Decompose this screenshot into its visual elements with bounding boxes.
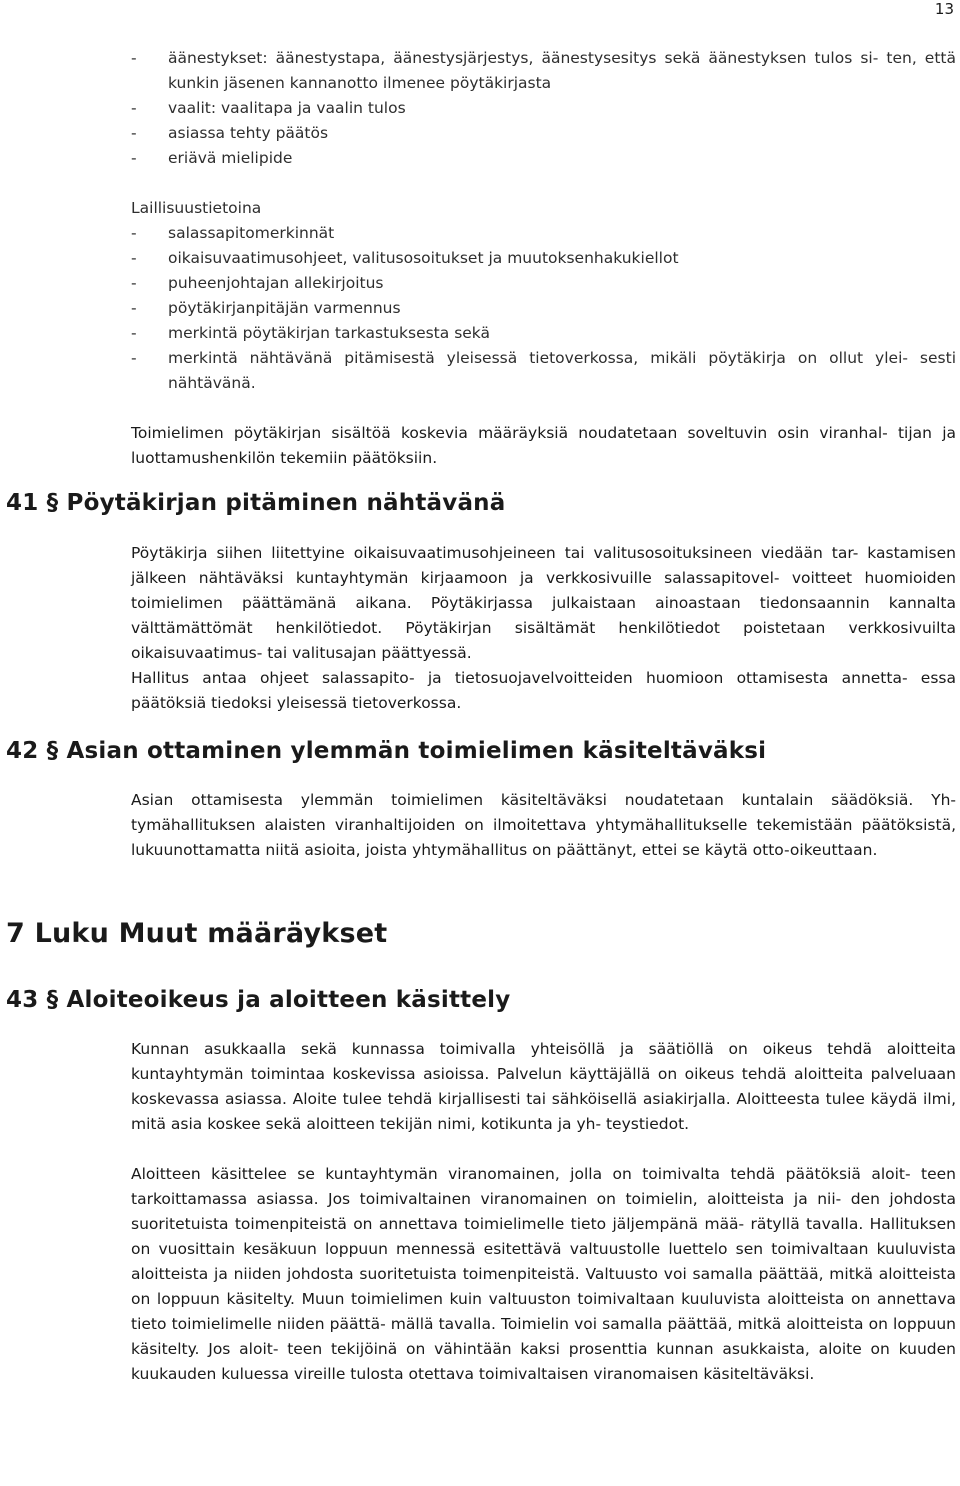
dash-marker: -: [131, 274, 137, 292]
legality-section: [0, 196, 960, 396]
list-item-text: salassapitomerkinnät: [168, 224, 335, 242]
paragraph: Kunnan asukkaalla sekä kunnassa toimivalla yhteisöllä ja säätiöllä on oikeus tehdä aloitteita kuntayhtymän toimintaa koskevissa asioissa. Palvelun käyttäjällä on oikeus tehdä aloitteita palveluaan koskevassa asiassa. Aloite tulee tehdä kirjallisesti tai sähköisellä asiakirjalla. Aloitteesta tulee käydä ilmi, mitä asia koskee sekä aloitteen tekijän nimi, kotikunta ja yh- teystiedot.: [131, 1040, 956, 1133]
list-item: [131, 46, 956, 96]
dash-marker: -: [131, 349, 137, 367]
list-item-text: vaalit: vaalitapa ja vaalin tulos: [168, 99, 406, 117]
page-number: 13: [934, 0, 954, 18]
paragraph: Hallitus antaa ohjeet salassapito- ja tietosuojavelvoitteiden huomioon ottamisesta annetta- essa päätöksiä tiedoksi yleisessä tietoverkossa.: [131, 669, 956, 712]
list-item: [131, 246, 956, 271]
dash-marker: -: [131, 99, 137, 117]
dash-marker: -: [131, 149, 137, 167]
list-item: [131, 346, 956, 396]
dash-marker: -: [131, 124, 137, 142]
list-item-text: asiassa tehty päätös: [168, 124, 329, 142]
voting-items-list: [131, 46, 956, 171]
voting-list-section: [0, 46, 960, 171]
list-item-text: oikaisuvaatimusohjeet, valitusosoitukset ja muutoksenhakukiellot: [168, 249, 679, 267]
list-item-text: äänestykset: äänestystapa, äänestysjärjestys, äänestysesitys sekä äänestyksen tulos si- ten, että kunkin jäsenen kannanotto ilmenee pöytäkirjasta: [168, 49, 956, 92]
legality-heading: Laillisuustietoina: [131, 199, 262, 217]
section-heading-43: 43 § Aloiteoikeus ja aloitteen käsittely: [6, 987, 511, 1013]
paragraph: Asian ottamisesta ylemmän toimielimen käsiteltäväksi noudatetaan kuntalain säädöksiä. Yh- tymähallituksen alaisten viranhaltijoiden on ilmoitettava yhtymähallitukselle tekemistään päätöksistä, lukuunottamatta niitä asioita, joista yhtymähallitus on päättänyt, ettei se käytä otto-oikeuttaan.: [131, 791, 956, 859]
list-item-text: eriävä mielipide: [168, 149, 293, 167]
dash-marker: -: [131, 249, 137, 267]
chapter-heading-7: 7 Luku Muut määräykset: [6, 918, 388, 949]
list-item: [131, 296, 956, 321]
list-item: [131, 96, 956, 121]
dash-marker: -: [131, 49, 137, 67]
list-item: [131, 221, 956, 246]
dash-marker: -: [131, 224, 137, 242]
legality-items-list: [131, 221, 956, 396]
list-item-text: pöytäkirjanpitäjän varmennus: [168, 299, 401, 317]
document-body: [0, 46, 960, 1387]
dash-marker: -: [131, 324, 137, 342]
paragraph: Pöytäkirja siihen liitettyine oikaisuvaatimusohjeineen tai valitusosoituksineen viedään tar- kastamisen jälkeen nähtäväksi kuntayhtymän kirjaamoon ja verkkosivuille salassapitovel- voitteet huomioiden toimielimen päättämänä aikana. Pöytäkirjassa julkaistaan ainoastaan tiedonsaannin kannalta välttämättömät henkilötiedot. Pöytäkirjan sisältämät henkilötiedot poistetaan verkkosivuilta oikaisuvaatimus- tai valitusajan päättyessä.: [131, 544, 956, 662]
paragraph: Toimielimen pöytäkirjan sisältöä koskevia määräyksiä noudatetaan soveltuvin osin viranhal- tijan ja luottamushenkilön tekemiin päätöksiin.: [131, 424, 956, 467]
list-item: [131, 121, 956, 146]
section-heading-41: 41 § Pöytäkirjan pitäminen nähtävänä: [6, 490, 506, 516]
list-item-text: merkintä nähtävänä pitämisestä yleisessä tietoverkossa, mikäli pöytäkirja on ollut ylei- sesti nähtävänä.: [168, 349, 956, 392]
official-decisions-paragraph-wrap: [0, 421, 960, 471]
dash-marker: -: [131, 299, 137, 317]
section-41-body: [0, 541, 960, 716]
list-item: [131, 271, 956, 296]
paragraph: Aloitteen käsittelee se kuntayhtymän viranomainen, jolla on toimivalta tehdä päätöksiä aloit- teen tarkoittamassa asiassa. Jos toimivaltainen viranomainen on toimielin, aloitteista ja nii- den johdosta suoritetuista toimenpiteistä on annettava toimielimelle tieto jäljempänä mää- rätyllä tavalla. Hallituksen on vuosittain kesäkuun loppuun mennessä esitettävä valtuustolle luettelo sen toimivaltaan kuuluvista aloitteista ja niiden johdosta suoritetuista toimenpiteistä. Valtuusto voi samalla päättää, mitkä aloitteista on loppuun käsitelty. Muun toimielimen kuin valtuuston toimivaltaan kuuluvista aloitteista on annettava tieto toimielimelle niiden päättä- mällä tavalla. Toimielin voi samalla päättää, mitkä aloitteista on loppuun käsitelty. Jos aloit- teen tekijöinä on vähintään kaksi prosenttia kunnan asukkaista, aloite on kuuden kuukauden kuluessa vireille tulosta otettava toimivaltaisen viranomaisen käsiteltäväksi.: [131, 1165, 956, 1383]
list-item: [131, 321, 956, 346]
section-heading-42: 42 § Asian ottaminen ylemmän toimielimen käsiteltäväksi: [6, 738, 767, 764]
section-43-body: [0, 1037, 960, 1387]
list-item: [131, 146, 956, 171]
list-item-text: puheenjohtajan allekirjoitus: [168, 274, 384, 292]
section-42-body: [0, 788, 960, 863]
list-item-text: merkintä pöytäkirjan tarkastuksesta sekä: [168, 324, 491, 342]
